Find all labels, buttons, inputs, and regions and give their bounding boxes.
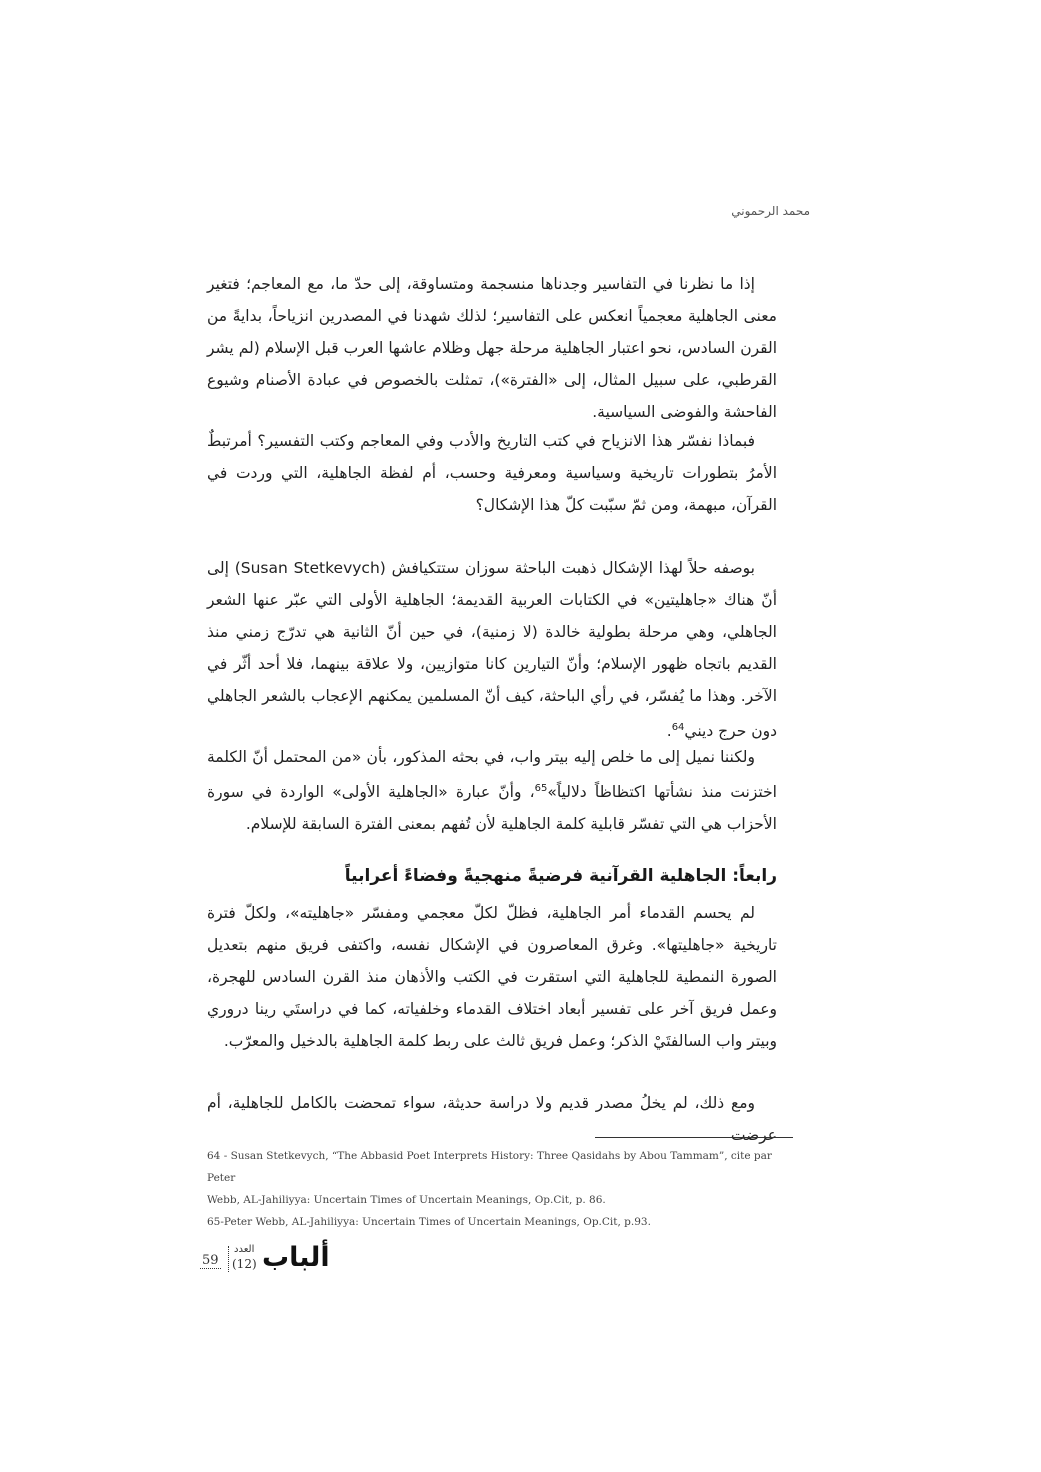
paragraph-3-text — [207, 552, 777, 747]
page-number: 59 — [202, 1253, 219, 1268]
paragraph-6 — [207, 1087, 777, 1151]
paragraph-2-text: فبماذا نفسّر هذا الانزياح في كتب التاريخ والأدب وفي المعاجم وكتب التفسير؟ أمرتبطٌ الأمرُ بتطورات تاريخية وسياسية ومعرفية وحسب، أم لفظة الجاهلية، التي وردت في القرآن، مبهمة، ومن ثمّ سبّبت كلّ هذا الإشكال؟ — [207, 432, 777, 514]
paragraph-1-text: إذا ما نظرنا في التفاسير وجدناها منسجمة ومتساوقة، إلى حدّ ما، مع المعاجم؛ فتغير معنى الجاهلية معجمياً انعكس على التفاسير؛ لذلك شهدنا في المصدرين انزياحاً، بدايةً من القرن السادس، نحو اعتبار الجاهلية مرحلة جهل وظلام عاشها العرب قبل الإسلام (لم يشر القرطبي، على سبيل المثال، إلى «الفترة»)، تمثلت بالخصوص في عبادة الأصنام وشيوع الفاحشة والفوضى السياسية. — [207, 275, 777, 421]
paragraph-3-body: بوصفه حلاً لهذا الإشكال ذهبت الباحثة سوزان ستتكيافش (Susan Stetkevych) إلى أنّ هناك «جاهليتين» في الكتابات العربية القديمة؛ الجاهلية الأولى التي عبّر عنها الشعر الجاهلي، وهي مرحلة بطولية خالدة (لا زمنية)، في حين أنّ الثانية هي تدرّج زمني منذ القديم باتجاه ظهور الإسلام؛ وأنّ التيارين كانا متوازيين، ولا علاقة بينهما، فلا أحد أثّر في الآخر. وهذا ما يُفسّر، في رأي الباحثة، كيف أنّ المسلمين يمكنهم الإعجاب بالشعر الجاهلي دون حرج ديني — [207, 559, 777, 741]
footnote-64-line-2: Webb, AL-Jahiliyya: Uncertain Times of Uncertain Meanings, Op.Cit, p. 86. — [207, 1194, 606, 1206]
paragraph-3 — [207, 552, 777, 747]
paragraph-1 — [207, 268, 777, 428]
footnote-65: 65-Peter Webb, AL-Jahiliyya: Uncertain Times of Uncertain Meanings, Op.Cit, p.93. — [207, 1216, 651, 1228]
page-footer — [200, 1244, 330, 1278]
paragraph-4-text — [207, 741, 777, 840]
issue-separator — [228, 1246, 229, 1272]
paragraph-3-end: . — [666, 722, 672, 741]
paragraph-4-body-b: ، وأنّ عبارة «الجاهلية الأولى» الواردة في سورة الأحزاب هي التي تفسّر قابلية كلمة الجاهلية لأن تُفهم بمعنى الفترة السابقة للإسلام. — [207, 783, 777, 834]
footnote-64-line-1: 64 - Susan Stetkevych, “The Abbasid Poet Interprets History: Three Qasidahs by Abou Tammam”, cite par Peter — [207, 1150, 772, 1184]
paragraph-6-text: ومع ذلك، لم يخلُ مصدر قديم ولا دراسة حديثة، سواء تمحضت بالكامل للجاهلية، أم عرضت — [207, 1094, 777, 1144]
footnote-divider — [595, 1137, 793, 1138]
section-heading: رابعاً: الجاهلية القرآنية فرضيةً منهجيةً وفضاءً أعرابياً — [344, 866, 777, 886]
footnote-ref-64[interactable]: 64 — [671, 722, 685, 733]
paragraph-5-text: لم يحسم القدماء أمر الجاهلية، فظلّ لكلّ معجمي ومفسّر «جاهليته»، ولكلّ فترة تاريخية «جاهليتها». وغرق المعاصرون في الإشكال نفسه، واكتفى فريق منهم بتعديل الصورة النمطية للجاهلية التي استقرت في الكتب والأذهان منذ القرن السادس للهجرة، وعمل فريق آخر على تفسير أبعاد اختلاف القدماء وخلفياته، كما في دراستَي رينا دروري وبيتر واب السالفتَيْ الذكر؛ وعمل فريق ثالث على ربط كلمة الجاهلية بالدخيل والمعرّب. — [207, 904, 777, 1050]
issue-number: (12) — [232, 1257, 257, 1271]
paragraph-2 — [207, 425, 777, 521]
paragraph-4-body-a: ولكننا نميل إلى ما خلص إليه بيتر واب، في بحثه المذكور، بأن «من المحتمل أنّ الكلمة اختزنت منذ نشأتها اكتظاظاً دلالياً» — [207, 748, 777, 802]
paragraph-4 — [207, 741, 777, 840]
magazine-logo: ألباب — [262, 1242, 330, 1273]
footnotes — [207, 1145, 793, 1233]
running-header-author: محمد الرحموني — [731, 204, 810, 218]
paragraph-5 — [207, 897, 777, 1057]
issue-label: العدد — [234, 1244, 255, 1255]
footnote-ref-65[interactable]: 65 — [534, 783, 548, 794]
